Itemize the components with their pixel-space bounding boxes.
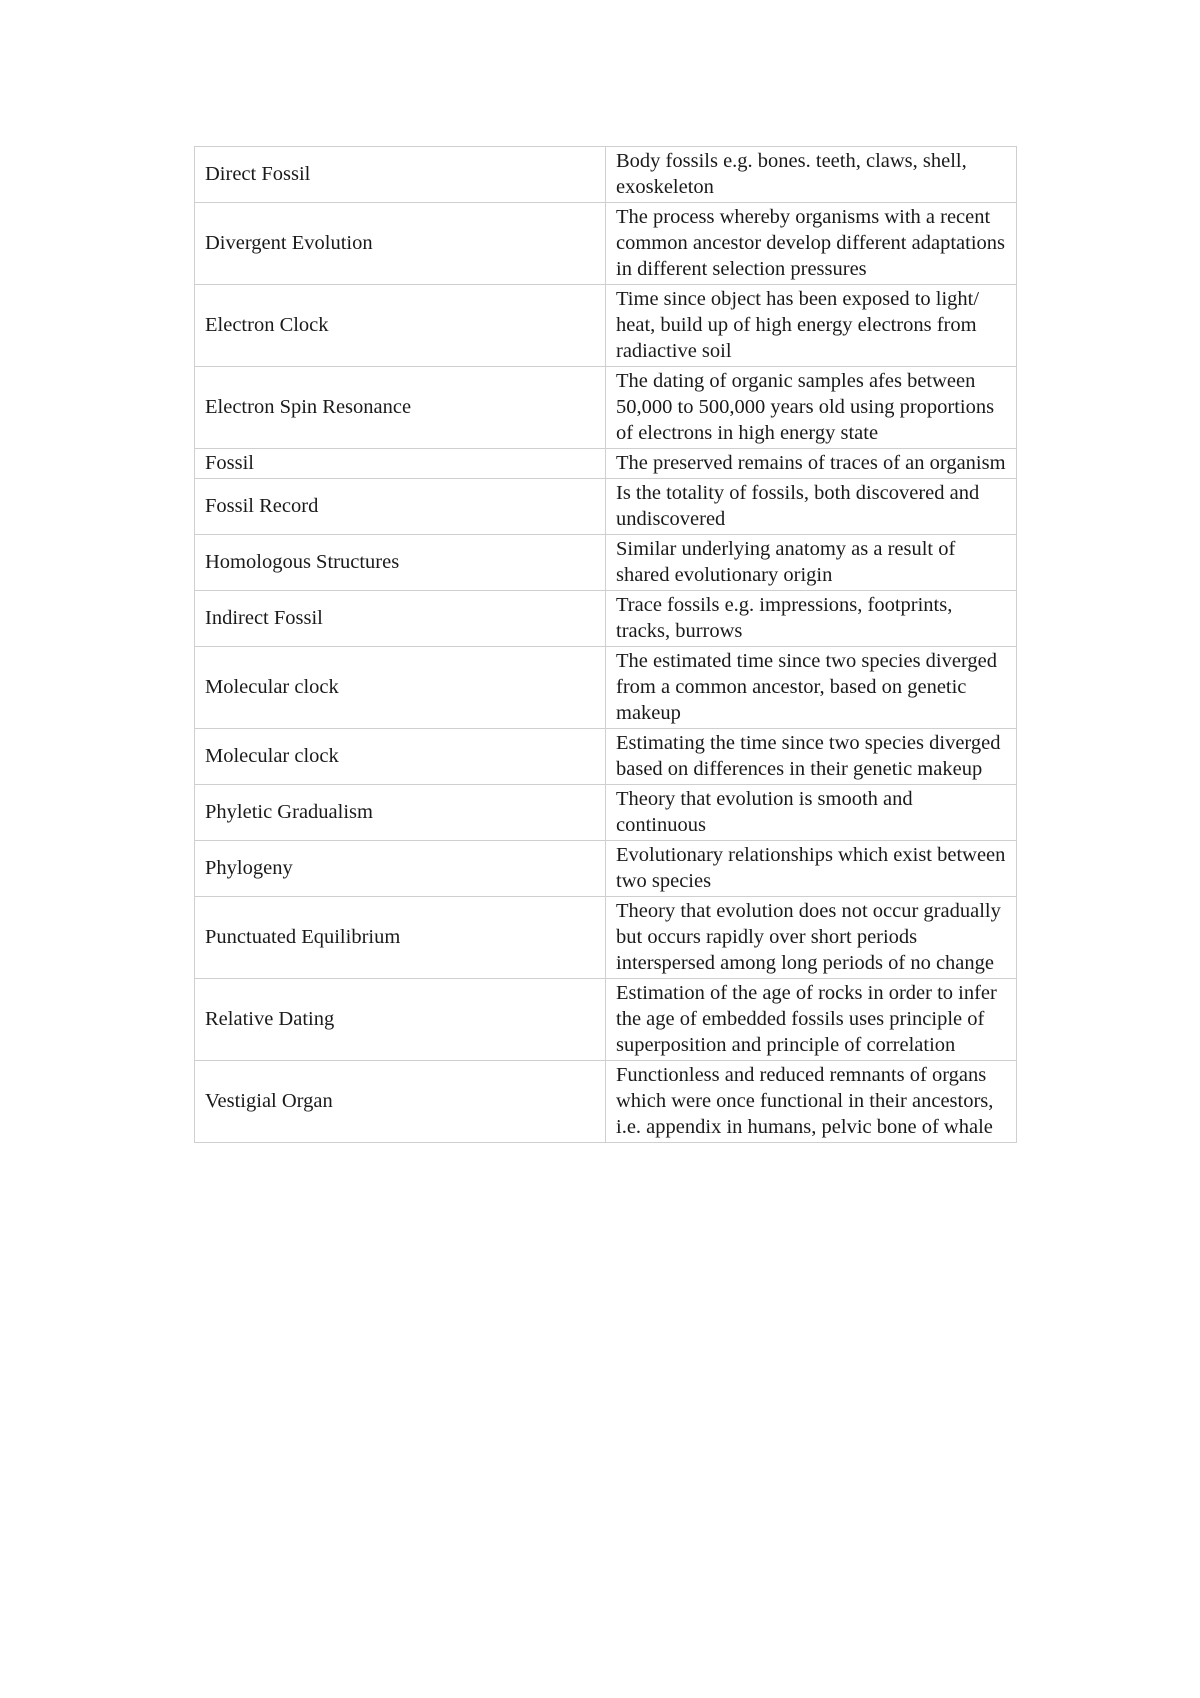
term-cell: Relative Dating bbox=[195, 979, 606, 1061]
table-row bbox=[195, 203, 1017, 285]
definition-cell: Estimating the time since two species diverged based on differences in their genetic makeup bbox=[606, 729, 1017, 785]
term-cell: Homologous Structures bbox=[195, 535, 606, 591]
definition-cell: Body fossils e.g. bones. teeth, claws, shell, exoskeleton bbox=[606, 147, 1017, 203]
glossary-body bbox=[195, 147, 1017, 1143]
definition-cell: Evolutionary relationships which exist between two species bbox=[606, 841, 1017, 897]
table-row bbox=[195, 591, 1017, 647]
table-row bbox=[195, 897, 1017, 979]
term-cell: Fossil Record bbox=[195, 479, 606, 535]
term-cell: Fossil bbox=[195, 449, 606, 479]
definition-cell: Trace fossils e.g. impressions, footprints, tracks, burrows bbox=[606, 591, 1017, 647]
table-row bbox=[195, 841, 1017, 897]
term-cell: Electron Clock bbox=[195, 285, 606, 367]
table-row bbox=[195, 1061, 1017, 1143]
table-row bbox=[195, 785, 1017, 841]
definition-cell: Functionless and reduced remnants of organs which were once functional in their ancestors, i.e. appendix in humans, pelvic bone of whale bbox=[606, 1061, 1017, 1143]
table-row bbox=[195, 479, 1017, 535]
table-row bbox=[195, 285, 1017, 367]
table-row bbox=[195, 147, 1017, 203]
term-cell: Vestigial Organ bbox=[195, 1061, 606, 1143]
glossary-table bbox=[194, 146, 1017, 1143]
table-row bbox=[195, 979, 1017, 1061]
term-cell: Divergent Evolution bbox=[195, 203, 606, 285]
definition-cell: Theory that evolution is smooth and continuous bbox=[606, 785, 1017, 841]
term-cell: Punctuated Equilibrium bbox=[195, 897, 606, 979]
definition-cell: Is the totality of fossils, both discovered and undiscovered bbox=[606, 479, 1017, 535]
definition-cell: The estimated time since two species diverged from a common ancestor, based on genetic makeup bbox=[606, 647, 1017, 729]
table-row bbox=[195, 647, 1017, 729]
table-row bbox=[195, 535, 1017, 591]
table-row bbox=[195, 449, 1017, 479]
term-cell: Phylogeny bbox=[195, 841, 606, 897]
definition-cell: Similar underlying anatomy as a result of shared evolutionary origin bbox=[606, 535, 1017, 591]
term-cell: Phyletic Gradualism bbox=[195, 785, 606, 841]
definition-cell: Theory that evolution does not occur gradually but occurs rapidly over short periods interspersed among long periods of no change bbox=[606, 897, 1017, 979]
term-cell: Molecular clock bbox=[195, 647, 606, 729]
term-cell: Molecular clock bbox=[195, 729, 606, 785]
term-cell: Electron Spin Resonance bbox=[195, 367, 606, 449]
definition-cell: The preserved remains of traces of an organism bbox=[606, 449, 1017, 479]
definition-cell: Estimation of the age of rocks in order to infer the age of embedded fossils uses principle of superposition and principle of correlation bbox=[606, 979, 1017, 1061]
term-cell: Direct Fossil bbox=[195, 147, 606, 203]
table-row bbox=[195, 367, 1017, 449]
definition-cell: The dating of organic samples afes between 50,000 to 500,000 years old using proportions of electrons in high energy state bbox=[606, 367, 1017, 449]
definition-cell: Time since object has been exposed to light/ heat, build up of high energy electrons from radiactive soil bbox=[606, 285, 1017, 367]
table-row bbox=[195, 729, 1017, 785]
term-cell: Indirect Fossil bbox=[195, 591, 606, 647]
definition-cell: The process whereby organisms with a recent common ancestor develop different adaptations in different selection pressures bbox=[606, 203, 1017, 285]
